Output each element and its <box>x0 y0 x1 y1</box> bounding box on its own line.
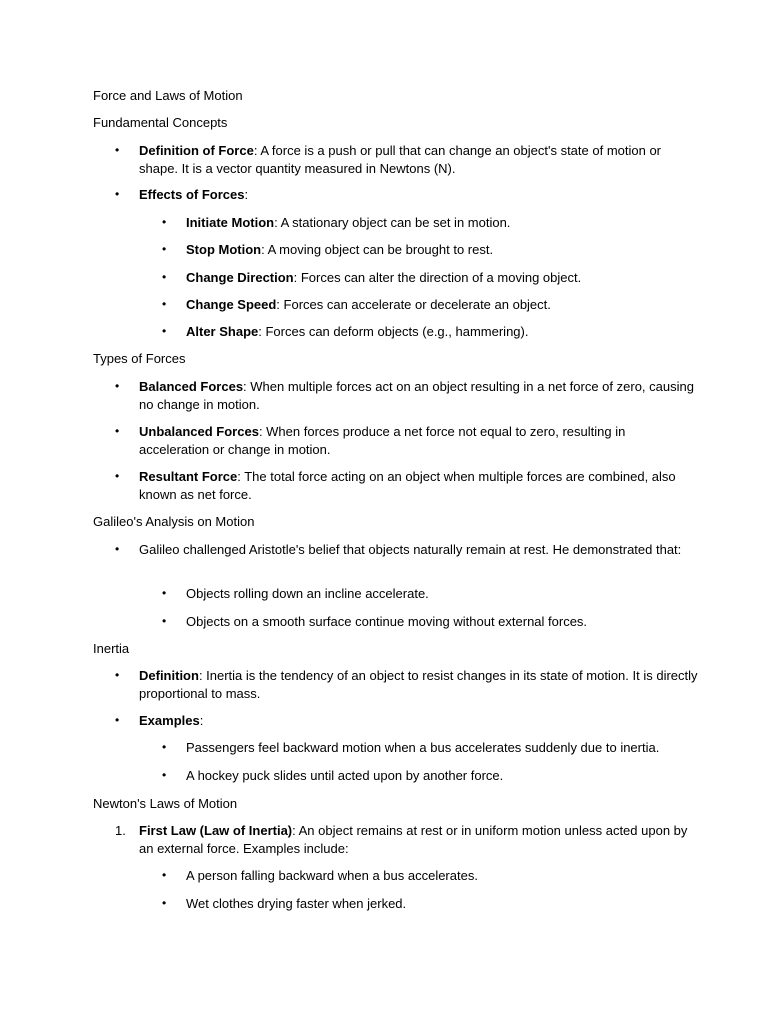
term: Alter Shape <box>186 324 259 339</box>
description: : Forces can deform objects (e.g., hammering). <box>258 324 529 339</box>
document-title: Force and Laws of Motion <box>93 88 243 103</box>
sub-item-initiate-motion <box>162 214 706 232</box>
sub-item-wet-clothes <box>162 895 706 913</box>
description: : Forces can alter the direction of a moving object. <box>293 270 582 285</box>
bullet-icon: • <box>162 215 167 229</box>
bullet-icon: • <box>162 896 167 910</box>
sub-item-smooth-surface <box>162 613 706 631</box>
term: Unbalanced Forces <box>139 424 259 439</box>
term: Effects of Forces <box>139 187 245 202</box>
bullet-icon: • <box>162 740 167 754</box>
bullet-icon: • <box>162 614 167 628</box>
list-item-inertia-examples <box>115 712 699 730</box>
bullet-icon: • <box>115 469 120 483</box>
bullet-icon: • <box>115 143 120 157</box>
list-item-balanced-forces <box>115 378 699 413</box>
description: : <box>244 187 249 202</box>
term: Resultant Force <box>139 469 238 484</box>
bullet-icon: • <box>115 379 120 393</box>
term: Definition of Force <box>139 143 254 158</box>
sub-item-falling-backward <box>162 867 706 885</box>
list-item-inertia-definition <box>115 667 699 702</box>
description: Objects on a smooth surface continue moving without external forces. <box>186 614 588 629</box>
bullet-icon: • <box>115 187 120 201</box>
description: : <box>199 713 204 728</box>
bullet-icon: • <box>162 768 167 782</box>
term: Change Speed <box>186 297 277 312</box>
sub-item-hockey-puck <box>162 767 706 785</box>
description: : Inertia is the tendency of an object to resist changes in its state of motion. It is directly proportional to mass. <box>139 668 698 701</box>
bullet-icon: • <box>162 868 167 882</box>
bullet-icon: • <box>162 324 167 338</box>
description: : When multiple forces act on an object resulting in a net force of zero, causing no change in motion. <box>139 379 694 412</box>
description: A person falling backward when a bus accelerates. <box>186 868 478 883</box>
term: Balanced Forces <box>139 379 244 394</box>
description: A hockey puck slides until acted upon by another force. <box>186 768 504 783</box>
list-number: 1. <box>115 823 126 838</box>
sub-item-alter-shape <box>162 323 706 341</box>
bullet-icon: • <box>162 242 167 256</box>
section-heading-inertia: Inertia <box>93 641 130 656</box>
section-heading-galileo: Galileo's Analysis on Motion <box>93 514 255 529</box>
description: : A force is a push or pull that can change an object's state of motion or shape. It is a vector quantity measured in Newtons (N). <box>139 143 662 176</box>
list-item-resultant-force <box>115 468 699 503</box>
term: Stop Motion <box>186 242 262 257</box>
description: : Forces can accelerate or decelerate an object. <box>276 297 551 312</box>
list-item-galileo-intro <box>115 541 699 559</box>
sub-item-change-direction <box>162 269 706 287</box>
sub-item-stop-motion <box>162 241 706 259</box>
bullet-icon: • <box>162 297 167 311</box>
bullet-icon: • <box>162 270 167 284</box>
description: : A stationary object can be set in motion. <box>274 215 511 230</box>
list-item-unbalanced-forces <box>115 423 699 458</box>
sub-item-bus-passengers <box>162 739 706 757</box>
term: Examples <box>139 713 200 728</box>
list-item-definition-of-force <box>115 142 699 177</box>
bullet-icon: • <box>115 542 120 556</box>
section-heading-newton: Newton's Laws of Motion <box>93 796 238 811</box>
term: Change Direction <box>186 270 294 285</box>
term: Initiate Motion <box>186 215 275 230</box>
description: Passengers feel backward motion when a bus accelerates suddenly due to inertia. <box>186 740 660 755</box>
bullet-icon: • <box>162 586 167 600</box>
description: Objects rolling down an incline accelerate. <box>186 586 429 601</box>
section-heading-types: Types of Forces <box>93 351 186 366</box>
description: : A moving object can be brought to rest. <box>261 242 494 257</box>
description: : When forces produce a net force not equal to zero, resulting in acceleration or change in motion. <box>139 424 626 457</box>
term: Definition <box>139 668 199 683</box>
section-heading-fundamental: Fundamental Concepts <box>93 115 228 130</box>
bullet-icon: • <box>115 668 120 682</box>
bullet-icon: • <box>115 713 120 727</box>
description: Galileo challenged Aristotle's belief that objects naturally remain at rest. He demonstrated that: <box>139 542 682 557</box>
bullet-icon: • <box>115 424 120 438</box>
description: : An object remains at rest or in uniform motion unless acted upon by an external force. Examples include: <box>139 823 688 856</box>
list-item-effects-of-forces <box>115 186 699 204</box>
list-item-first-law <box>115 822 699 857</box>
description: : The total force acting on an object when multiple forces are combined, also known as net force. <box>139 469 676 502</box>
term: First Law (Law of Inertia) <box>139 823 293 838</box>
sub-item-change-speed <box>162 296 706 314</box>
description: Wet clothes drying faster when jerked. <box>186 896 407 911</box>
sub-item-incline <box>162 585 706 603</box>
